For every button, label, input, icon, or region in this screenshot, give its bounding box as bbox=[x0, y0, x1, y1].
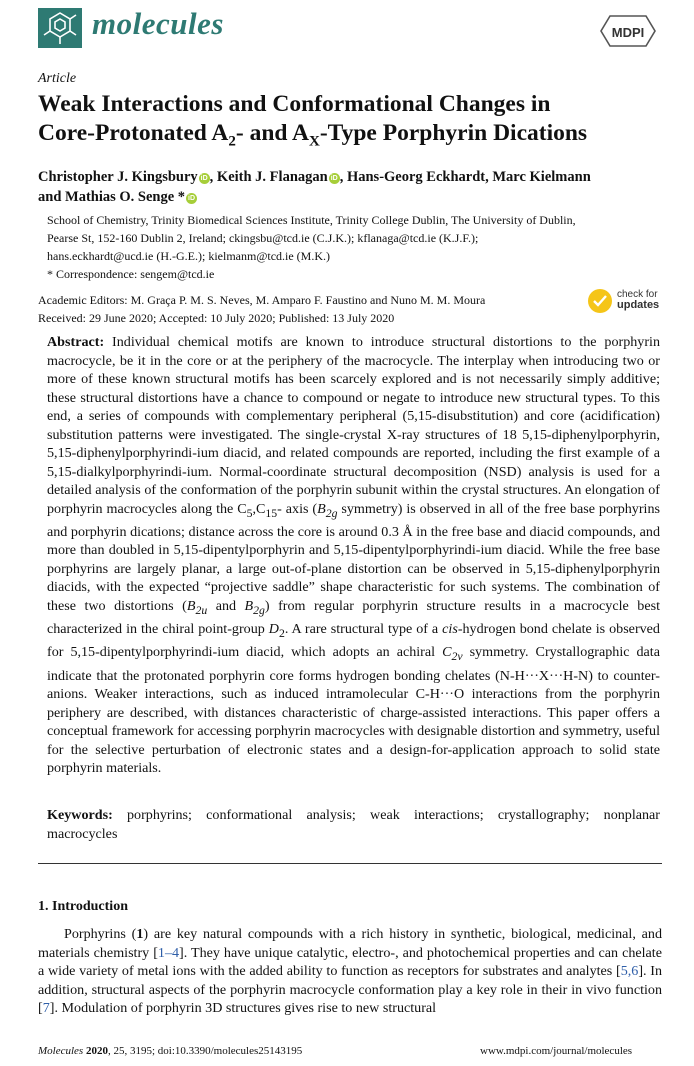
correspondence: * Correspondence: sengem@tcd.ie bbox=[47, 267, 215, 281]
orcid-icon[interactable]: iD bbox=[200, 175, 208, 182]
keywords: Keywords: porphyrins; conformational analysis; weak interactions; crystallography; nonplanar macrocycles bbox=[47, 807, 660, 842]
affiliation-line: School of Chemistry, Trinity Biomedical Sciences Institute, Trinity College Dublin, The University of Dublin, bbox=[47, 213, 576, 227]
article-type: Article bbox=[38, 71, 77, 86]
affiliations bbox=[47, 211, 667, 283]
author-name[interactable]: , Hans-Georg Eckhardt, Marc Kielmann bbox=[339, 169, 591, 185]
check-updates-button[interactable] bbox=[586, 287, 666, 317]
mdpi-logo-icon bbox=[600, 14, 656, 48]
academic-editors: Academic Editors: M. Graça P. M. S. Neves, M. Amparo F. Faustino and Nuno M. M. Moura bbox=[38, 293, 486, 307]
affiliation-line: hans.eckhardt@ucd.ie (H.-G.E.); kielmanm@tcd.ie (M.K.) bbox=[47, 249, 331, 263]
author-name[interactable]: , Keith J. Flanagan bbox=[209, 169, 328, 185]
editors-dates bbox=[38, 291, 598, 327]
footer-citation: Molecules 2020, 25, 3195; doi:10.3390/molecules25143195 bbox=[38, 1045, 303, 1057]
author-list bbox=[38, 167, 658, 207]
footer-url[interactable]: www.mdpi.com/journal/molecules bbox=[480, 1045, 633, 1057]
article-title: Weak Interactions and Conformational Changes in Core-Protonated $A_2-$ and $A_X$-Type Porphyrin Dications bbox=[38, 91, 588, 150]
orcid-icon[interactable]: iD bbox=[330, 175, 338, 182]
citation-link[interactable]: 5,6 bbox=[620, 963, 639, 979]
publication-dates: Received: 29 June 2020; Accepted: 10 July 2020; Published: 13 July 2020 bbox=[38, 311, 395, 325]
section-heading: 1. Introduction bbox=[38, 899, 128, 914]
molecule-logo-icon bbox=[38, 8, 82, 48]
section-divider bbox=[38, 863, 662, 864]
abstract: Abstract: Individual chemical motifs are known to introduce structural distortions to the porphyrin macrocycle, be it in the core or at the periphery of the macrocycle. The interplay when introducing two or more of these known structural motifs has been scarcely explored and is not necessarily simply additive; these structural distortions have a chance to compound or negate to introduce new structural types. To this end, a series of compounds with complementary peripheral (5,15-disubstitution) and core (acidification) substitution patterns were investigated. The single-crystal X-ray structures of 18 5,15-diphenylporphyrin, 5,15-diphenylporphyrindi-ium diacid, and related compounds are reported, including the first example of a 5,15-dialkylporphyrindi-ium. Normal-coordinate structural decomposition (NSD) analysis is used for a detailed analysis of the conformation of the porphyrin subunit within the crystal structures. An elongation of porphyrin macrocycles along the $C_5,C_{15}-$ axis ($B_{2g}$ symmetry) is observed in all of the free base porphyrins and porphyrin dications; distance across the core is around 0.3 Å in the free base and diacid compounds, and more than doubled in 5,15-dipentylporphyrin and 5,15-dipentylporphyrindi-ium diacid. While the free base porphyrins are largely planar, a large out-of-plane distortion can be observed in 5,15-diphenylporphyrin diacids, with the expected “projective saddle” shape characteristic for such systems. The combination of these two distortions ($B_{2u}$ and $B_{2g}$) from regular porphyrin structure results in a macrocycle best characterized in the chiral point-group $D_2$. A rare structural type of a cis-hydrogen bond chelate is observed for 5,15-dipentylporphyrindi-ium diacid, which adopts an achiral $C_{2v}$ symmetry. Crystallographic data indicate that the protonated porphyrin core forms hydrogen bonding chelates (N-H···X···H-N) to counter-anions. Weaker interactions, such as induced intramolecular C-H···O interactions from the porphyrin periphery are described, with distances characteristic of charge-assisted interactions. This paper offers a conceptual framework for accessing porphyrin macrocycles with designable distortion and symmetry, useful for the selective perturbation of electronic states and a design-for-application approach to solid state porphyrin materials. bbox=[47, 334, 660, 777]
journal-name: molecules bbox=[92, 6, 224, 41]
affiliation-line: Pearse St, 152-160 Dublin 2, Ireland; ckingsbu@tcd.ie (C.J.K.); kflanaga@tcd.ie (K.J.F.); bbox=[47, 231, 479, 245]
orcid-icon[interactable]: iD bbox=[188, 195, 196, 202]
author-name[interactable]: and Mathias O. Senge * bbox=[38, 189, 186, 205]
introduction-paragraph: Porphyrins (1) are key natural compounds with a rich history in synthetic, biological, medicinal, and materials chemistry [1–4]. They have unique catalytic, electro-, and photochemical properties and can chelate a wide variety of metal ions with the added ability to function as receptors for substrates and analytes [5,6]. In addition, structural aspects of the porphyrin macrocycle conformation play a key role in their in vivo function [7]. Modulation of porphyrin 3D structures gives rise to new structural bbox=[38, 926, 663, 1016]
publisher-name: MDPI bbox=[611, 25, 645, 40]
author-name[interactable]: Christopher J. Kingsbury bbox=[38, 169, 198, 185]
citation-link[interactable]: 7 bbox=[42, 1000, 50, 1016]
check-updates-icon bbox=[588, 289, 612, 313]
check-updates-label: check for updates bbox=[617, 289, 660, 311]
abstract-label: Abstract: bbox=[47, 334, 105, 350]
citation-link[interactable]: 1–4 bbox=[157, 944, 180, 961]
keywords-label: Keywords: bbox=[47, 807, 113, 823]
